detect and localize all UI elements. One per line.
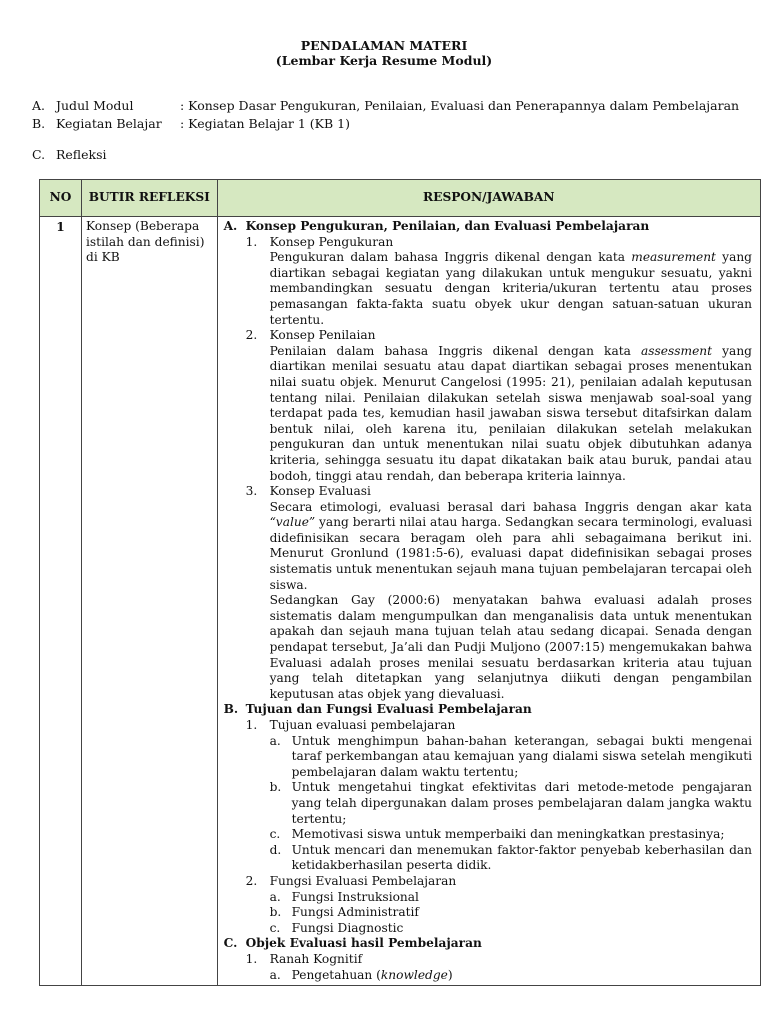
header-row-refleksi bbox=[32, 147, 180, 162]
col-header-no: NO bbox=[40, 180, 82, 217]
list-item: c. Fungsi Diagnostic bbox=[269, 920, 404, 935]
col-header-butir: BUTIR REFLEKSI bbox=[82, 180, 218, 217]
header-key: Judul Modul bbox=[56, 98, 134, 113]
cell-respon bbox=[217, 217, 760, 986]
header-value: : Kegiatan Belajar 1 (KB 1) bbox=[180, 116, 350, 131]
paragraph-pengukuran: Pengukuran dalam bahasa Inggris dikenal dengan kata measurement yang diartikan sebagai kegiatan yang dilakukan untuk mengukur sesuatu, yakni membandingkan sesuatu dengan kriteria/ukuran tertentu atau proses pemasangan fakta-fakta suatu obyek ukur dengan satuan-satuan ukuran tertentu. bbox=[269, 250, 752, 327]
paragraph-penilaian: Penilaian dalam bahasa Inggris dikenal dengan kata assessment yang diartikan menilai sesuatu atau dapat diartikan sebagai proses menentukan nilai suatu objek. Menurut Cangelosi (1995: 21), penilaian adalah keputusan tentang nilai. Penilaian dilakukan setelah siswa menjawab soal-soal yang terdapat pada tes, kemudian hasil jawaban siswa tersebut ditafsirkan dalam bentuk nilai, oleh karena itu, penilaian dilakukan setelah melakukan pengukuran dan untuk menentukan nilai suatu objek dibutuhkan adanya kriteria, sehingga sesuatu itu dapat dikatakan baik atau buruk, pandai atau bodoh, tinggi atau rendah, dan beberapa kriteria lainnya. bbox=[269, 343, 752, 483]
section-a-heading: A. Konsep Pengukuran, Penilaian, dan Evaluasi Pembelajaran bbox=[223, 219, 650, 233]
col-header-respon: RESPON/JAWABAN bbox=[217, 180, 760, 217]
list-item: a. Pengetahuan (knowledge) bbox=[269, 967, 453, 982]
section-c-heading: C. Objek Evaluasi hasil Pembelajaran bbox=[223, 936, 482, 951]
header-key: Kegiatan Belajar bbox=[56, 116, 162, 131]
cell-butir: Konsep (Beberapa istilah dan definisi) di KB bbox=[82, 217, 218, 986]
paragraph-evaluasi-1: Secara etimologi, evaluasi berasal dari bahasa Inggris dengan akar kata “value” yang berarti nilai atau harga. Sedangkan secara terminologi, evaluasi didefinisikan secara beragam oleh para ahli sebagaimana berikut ini. Menurut Gronlund (1981:5-6), evaluasi dapat didefinisikan sebagai proses sistematis untuk menentukan sejauh mana tujuan pembelajaran tercapai oleh siswa. bbox=[269, 499, 752, 592]
list-item: d. Untuk mencari dan menemukan faktor-faktor penyebab keberhasilan dan ketidakberhasilan peserta didik. bbox=[269, 842, 752, 873]
item-a1: 1. Konsep Pengukuran bbox=[245, 234, 394, 249]
item-b2: 2. Fungsi Evaluasi Pembelajaran bbox=[245, 873, 457, 888]
table-row bbox=[40, 217, 761, 986]
list-item: c. Memotivasi siswa untuk memperbaiki dan meningkatkan prestasinya; bbox=[269, 827, 725, 842]
list-item: b. Fungsi Administratif bbox=[269, 905, 419, 920]
list-item: b. Untuk mengetahui tingkat efektivitas dari metode-metode pengajaran yang telah dipergunakan dalam proses pembelajaran dalam jangka waktu tertentu; bbox=[269, 780, 752, 826]
item-b1: 1. Tujuan evaluasi pembelajaran bbox=[245, 718, 456, 732]
doc-subtitle: (Lembar Kerja Resume Modul) bbox=[275, 53, 493, 68]
header-key: Refleksi bbox=[56, 147, 107, 162]
cell-no: 1 bbox=[40, 217, 82, 986]
table-header-row bbox=[40, 180, 761, 217]
paragraph-evaluasi-2: Sedangkan Gay (2000:6) menyatakan bahwa evaluasi adalah proses sistematis dalam mengumpulkan dan menganalisis data untuk menentukan apakah dan sejauh mana tujuan telah atau sedang dicapai. Senada dengan pendapat tersebut, Ja’ali dan Pudji Muljono (2007:15) mengemukakan bahwa Evaluasi adalah proses menilai sesuatu berdasarkan kriteria atau tujuan yang telah ditetapkan yang selanjutnya diikuti dengan pengambilan keputusan atas objek yang dievaluasi. bbox=[269, 593, 752, 701]
reflection-table bbox=[39, 179, 761, 986]
header-value: : Konsep Dasar Pengukuran, Penilaian, Evaluasi dan Penerapannya dalam Pembelajaran bbox=[180, 98, 740, 113]
item-c1: 1. Ranah Kognitif bbox=[245, 951, 363, 966]
header-letter: A. bbox=[32, 98, 46, 113]
doc-title: PENDALAMAN MATERI bbox=[300, 38, 468, 53]
item-a3: 3. Konsep Evaluasi bbox=[245, 484, 371, 499]
list-item: a. Untuk menghimpun bahan-bahan keterangan, sebagai bukti mengenai taraf perkembangan atau kemajuan yang dialami siswa setelah mengikuti pembelajaran dalam waktu tertentu; bbox=[269, 733, 752, 779]
header-letter: C. bbox=[32, 147, 46, 162]
list-item: a. Fungsi Instruksional bbox=[269, 889, 419, 904]
section-b-heading: B. Tujuan dan Fungsi Evaluasi Pembelajaran bbox=[223, 702, 532, 717]
header-letter: B. bbox=[32, 116, 46, 131]
header-row-judul bbox=[32, 98, 739, 113]
item-a2: 2. Konsep Penilaian bbox=[245, 328, 376, 343]
header-row-kegiatan bbox=[32, 116, 350, 131]
